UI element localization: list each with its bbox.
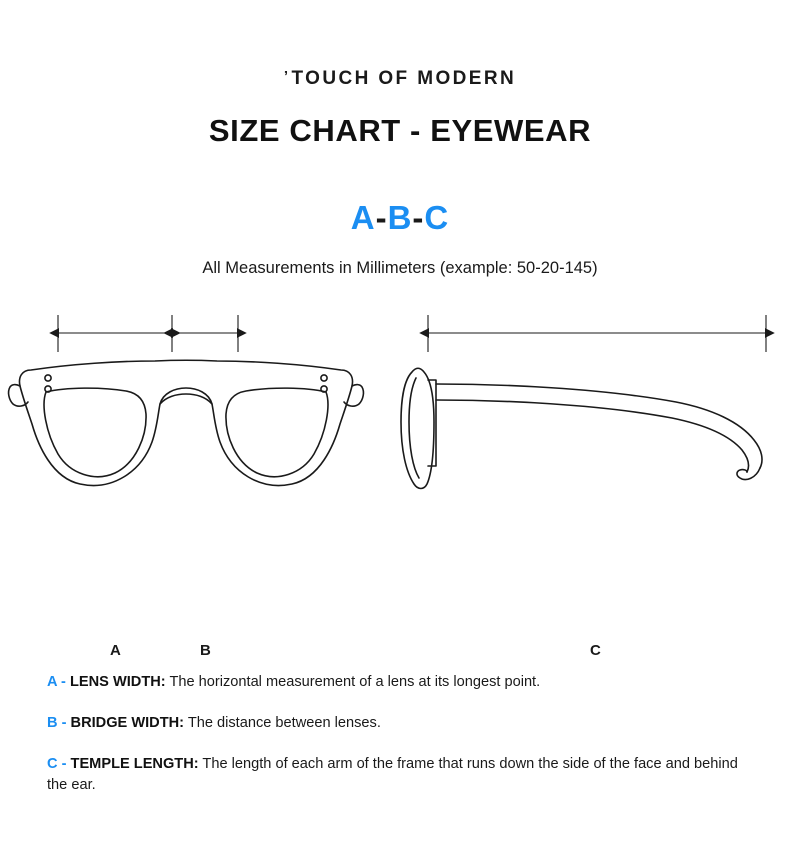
legend-item-temple-length <box>47 754 753 796</box>
abc-heading <box>0 199 800 237</box>
dimension-lines-side <box>428 315 766 352</box>
legend-term-bridge-width: BRIDGE WIDTH: <box>70 715 185 732</box>
page-title: SIZE CHART - EYEWEAR <box>208 113 592 148</box>
legend-item-bridge-width <box>47 713 753 734</box>
size-chart-page <box>0 68 800 868</box>
brand-title <box>0 68 800 90</box>
legend-desc-bridge-width: The distance between lenses. <box>184 715 381 732</box>
legend-term-lens-width: LENS WIDTH: <box>69 674 166 690</box>
measurement-units-note: All Measurements in Millimeters (example: 50-20-145) <box>202 259 598 277</box>
abc-dash-2: - <box>412 199 425 236</box>
dimension-label-a: A <box>110 642 121 659</box>
legend-sep-b: - <box>57 715 71 732</box>
glasses-side-view <box>401 368 762 488</box>
diagram-svg <box>0 300 800 560</box>
legend-sep-a: - <box>57 674 70 690</box>
brand-tick-mark: ’ <box>283 68 291 85</box>
legend-key-b: B <box>47 715 58 732</box>
abc-letter-a: A <box>350 199 376 236</box>
legend-sep-c: - <box>57 756 71 773</box>
dimension-lines-front <box>58 315 238 352</box>
legend <box>47 672 753 797</box>
eyewear-diagram <box>0 300 800 659</box>
legend-desc-temple-length: The length of each arm of the frame that runs down the side of the face and behind the ear. <box>47 756 738 794</box>
brand-name: TOUCH OF MODERN <box>291 68 517 89</box>
abc-letter-c: C <box>424 199 450 236</box>
legend-key-a: A <box>47 674 57 690</box>
legend-desc-lens-width: The horizontal measurement of a lens at its longest point. <box>165 674 541 690</box>
legend-key-c: C <box>47 756 58 773</box>
dimension-label-c: C <box>590 642 601 659</box>
abc-letter-b: B <box>387 199 413 236</box>
abc-dash-1: - <box>375 199 388 236</box>
legend-item-lens-width <box>47 672 753 693</box>
glasses-front-view <box>9 360 364 485</box>
dimension-label-b: B <box>200 642 211 659</box>
legend-term-temple-length: TEMPLE LENGTH: <box>70 756 199 773</box>
